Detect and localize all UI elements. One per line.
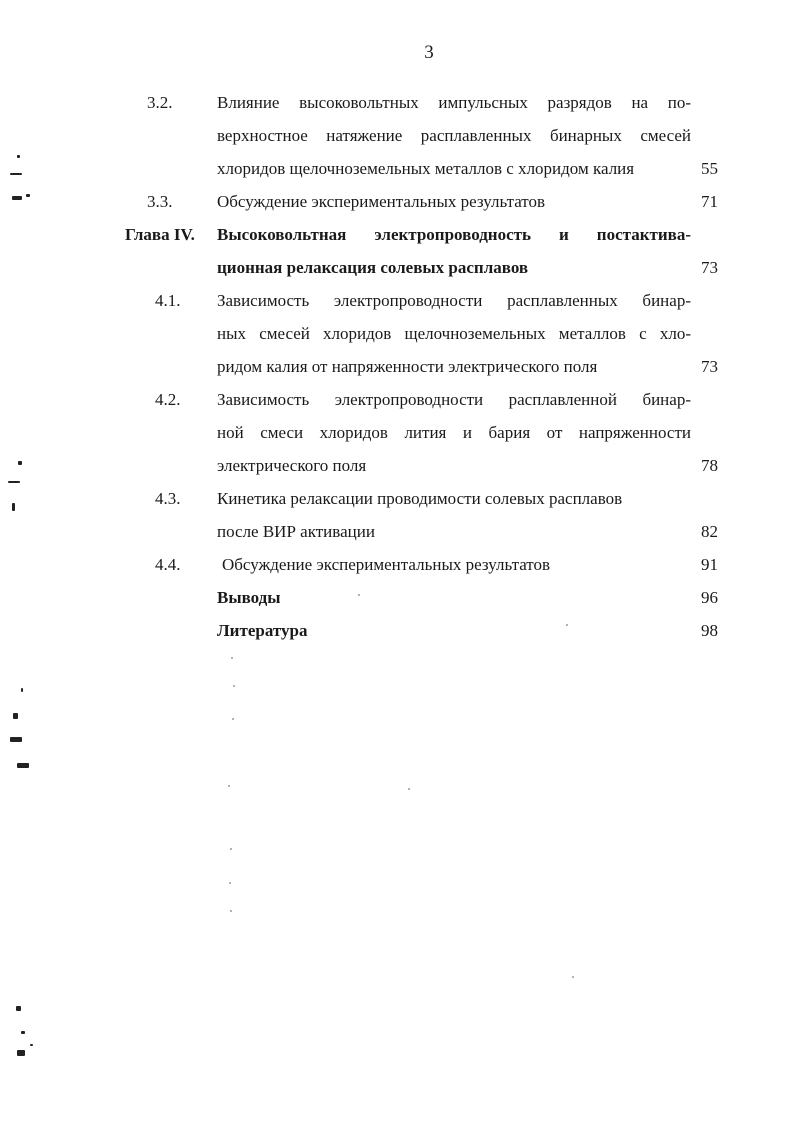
toc-entry-4-4 (0, 548, 798, 581)
page-number: 3 (424, 42, 434, 63)
scan-speck (17, 763, 29, 768)
toc-entry-title-line: ридом калия от напряженности электрического поля (217, 357, 598, 376)
toc-entry-title-line: электрического поля (217, 456, 367, 475)
scan-dot (231, 657, 233, 659)
toc-entry-number: 4.4. (155, 555, 181, 574)
scan-dot (566, 624, 568, 626)
toc-entry-title-line: ных смесей хлоридов щелочноземельных металлов с хло- (217, 324, 691, 343)
scan-dot (232, 718, 234, 720)
toc-entry-3-2 (0, 86, 798, 185)
scan-speck (16, 1006, 21, 1011)
toc-entry-page: 73 (701, 357, 718, 376)
scan-speck (12, 196, 22, 200)
toc-entry-page: 82 (701, 522, 718, 541)
scan-dot (358, 594, 360, 596)
scan-speck (18, 461, 22, 465)
scan-dot (230, 848, 232, 850)
toc-entry-title-line: Высоковольтная электропроводность и постактива- (217, 225, 691, 244)
scan-dot (233, 685, 235, 687)
toc-entry-title-line: Выводы (217, 588, 281, 607)
toc-entry-page: 91 (701, 555, 718, 574)
scan-speck (17, 155, 20, 158)
scan-speck (12, 503, 15, 511)
scan-dot (228, 785, 230, 787)
toc-entry-page: 55 (701, 159, 718, 178)
toc-entry-number: 4.2. (155, 390, 181, 409)
scan-speck (21, 688, 23, 692)
scan-speck (21, 1031, 25, 1034)
scan-speck (8, 481, 20, 483)
scan-speck (10, 173, 22, 175)
scan-dot (572, 976, 574, 978)
toc-entry-4-3 (0, 482, 798, 548)
toc-entry-title-line: верхностное натяжение расплавленных бинарных смесей (217, 126, 691, 145)
toc-entry-chapter-4 (0, 218, 798, 284)
toc-entry-page: 73 (701, 258, 718, 277)
toc-entry-page: 98 (701, 621, 718, 640)
toc-entry-title-line: ной смеси хлоридов лития и бария от напряженности (217, 423, 691, 442)
toc-entry-title-line: Зависимость электропроводности расплавленной бинар- (217, 390, 691, 409)
scan-dot (229, 882, 231, 884)
toc-entry-3-3 (0, 185, 798, 218)
toc-entry-number: 4.1. (155, 291, 181, 310)
scan-speck (26, 194, 30, 197)
scan-dot (230, 910, 232, 912)
toc-entry-number: Глава IV. (125, 225, 195, 244)
scan-dot (408, 788, 410, 790)
scan-speck (13, 713, 18, 719)
toc-entry-4-1 (0, 284, 798, 383)
scan-speck (30, 1044, 33, 1046)
toc-entry-page: 96 (701, 588, 718, 607)
toc-entry-title-line: Влияние высоковольтных импульсных разрядов на по- (217, 93, 691, 112)
toc-entry-title-line: Обсуждение экспериментальных результатов (217, 192, 546, 211)
toc-entry-title-line: ционная релаксация солевых расплавов (217, 258, 529, 277)
toc-entry-title-line: Зависимость электропроводности расплавленных бинар- (217, 291, 691, 310)
toc-entry-title-line: Обсуждение экспериментальных результатов (222, 555, 551, 574)
toc-entry-references (0, 614, 798, 647)
toc-entry-page: 78 (701, 456, 718, 475)
toc-entry-number: 4.3. (155, 489, 181, 508)
toc-entry-title-line: Кинетика релаксации проводимости солевых расплавов (217, 489, 623, 508)
toc-entry-4-2 (0, 383, 798, 482)
scan-speck (10, 737, 22, 742)
scan-speck (17, 1050, 25, 1056)
toc-entry-title-line: хлоридов щелочноземельных металлов с хлоридом калия (217, 159, 635, 178)
toc-entry-page: 71 (701, 192, 718, 211)
toc-entry-conclusions (0, 581, 798, 614)
toc-entry-title-line: после ВИР активации (217, 522, 375, 541)
toc-entry-number: 3.3. (147, 192, 173, 211)
toc-entry-title-line: Литература (217, 621, 308, 640)
toc-entry-number: 3.2. (147, 93, 173, 112)
